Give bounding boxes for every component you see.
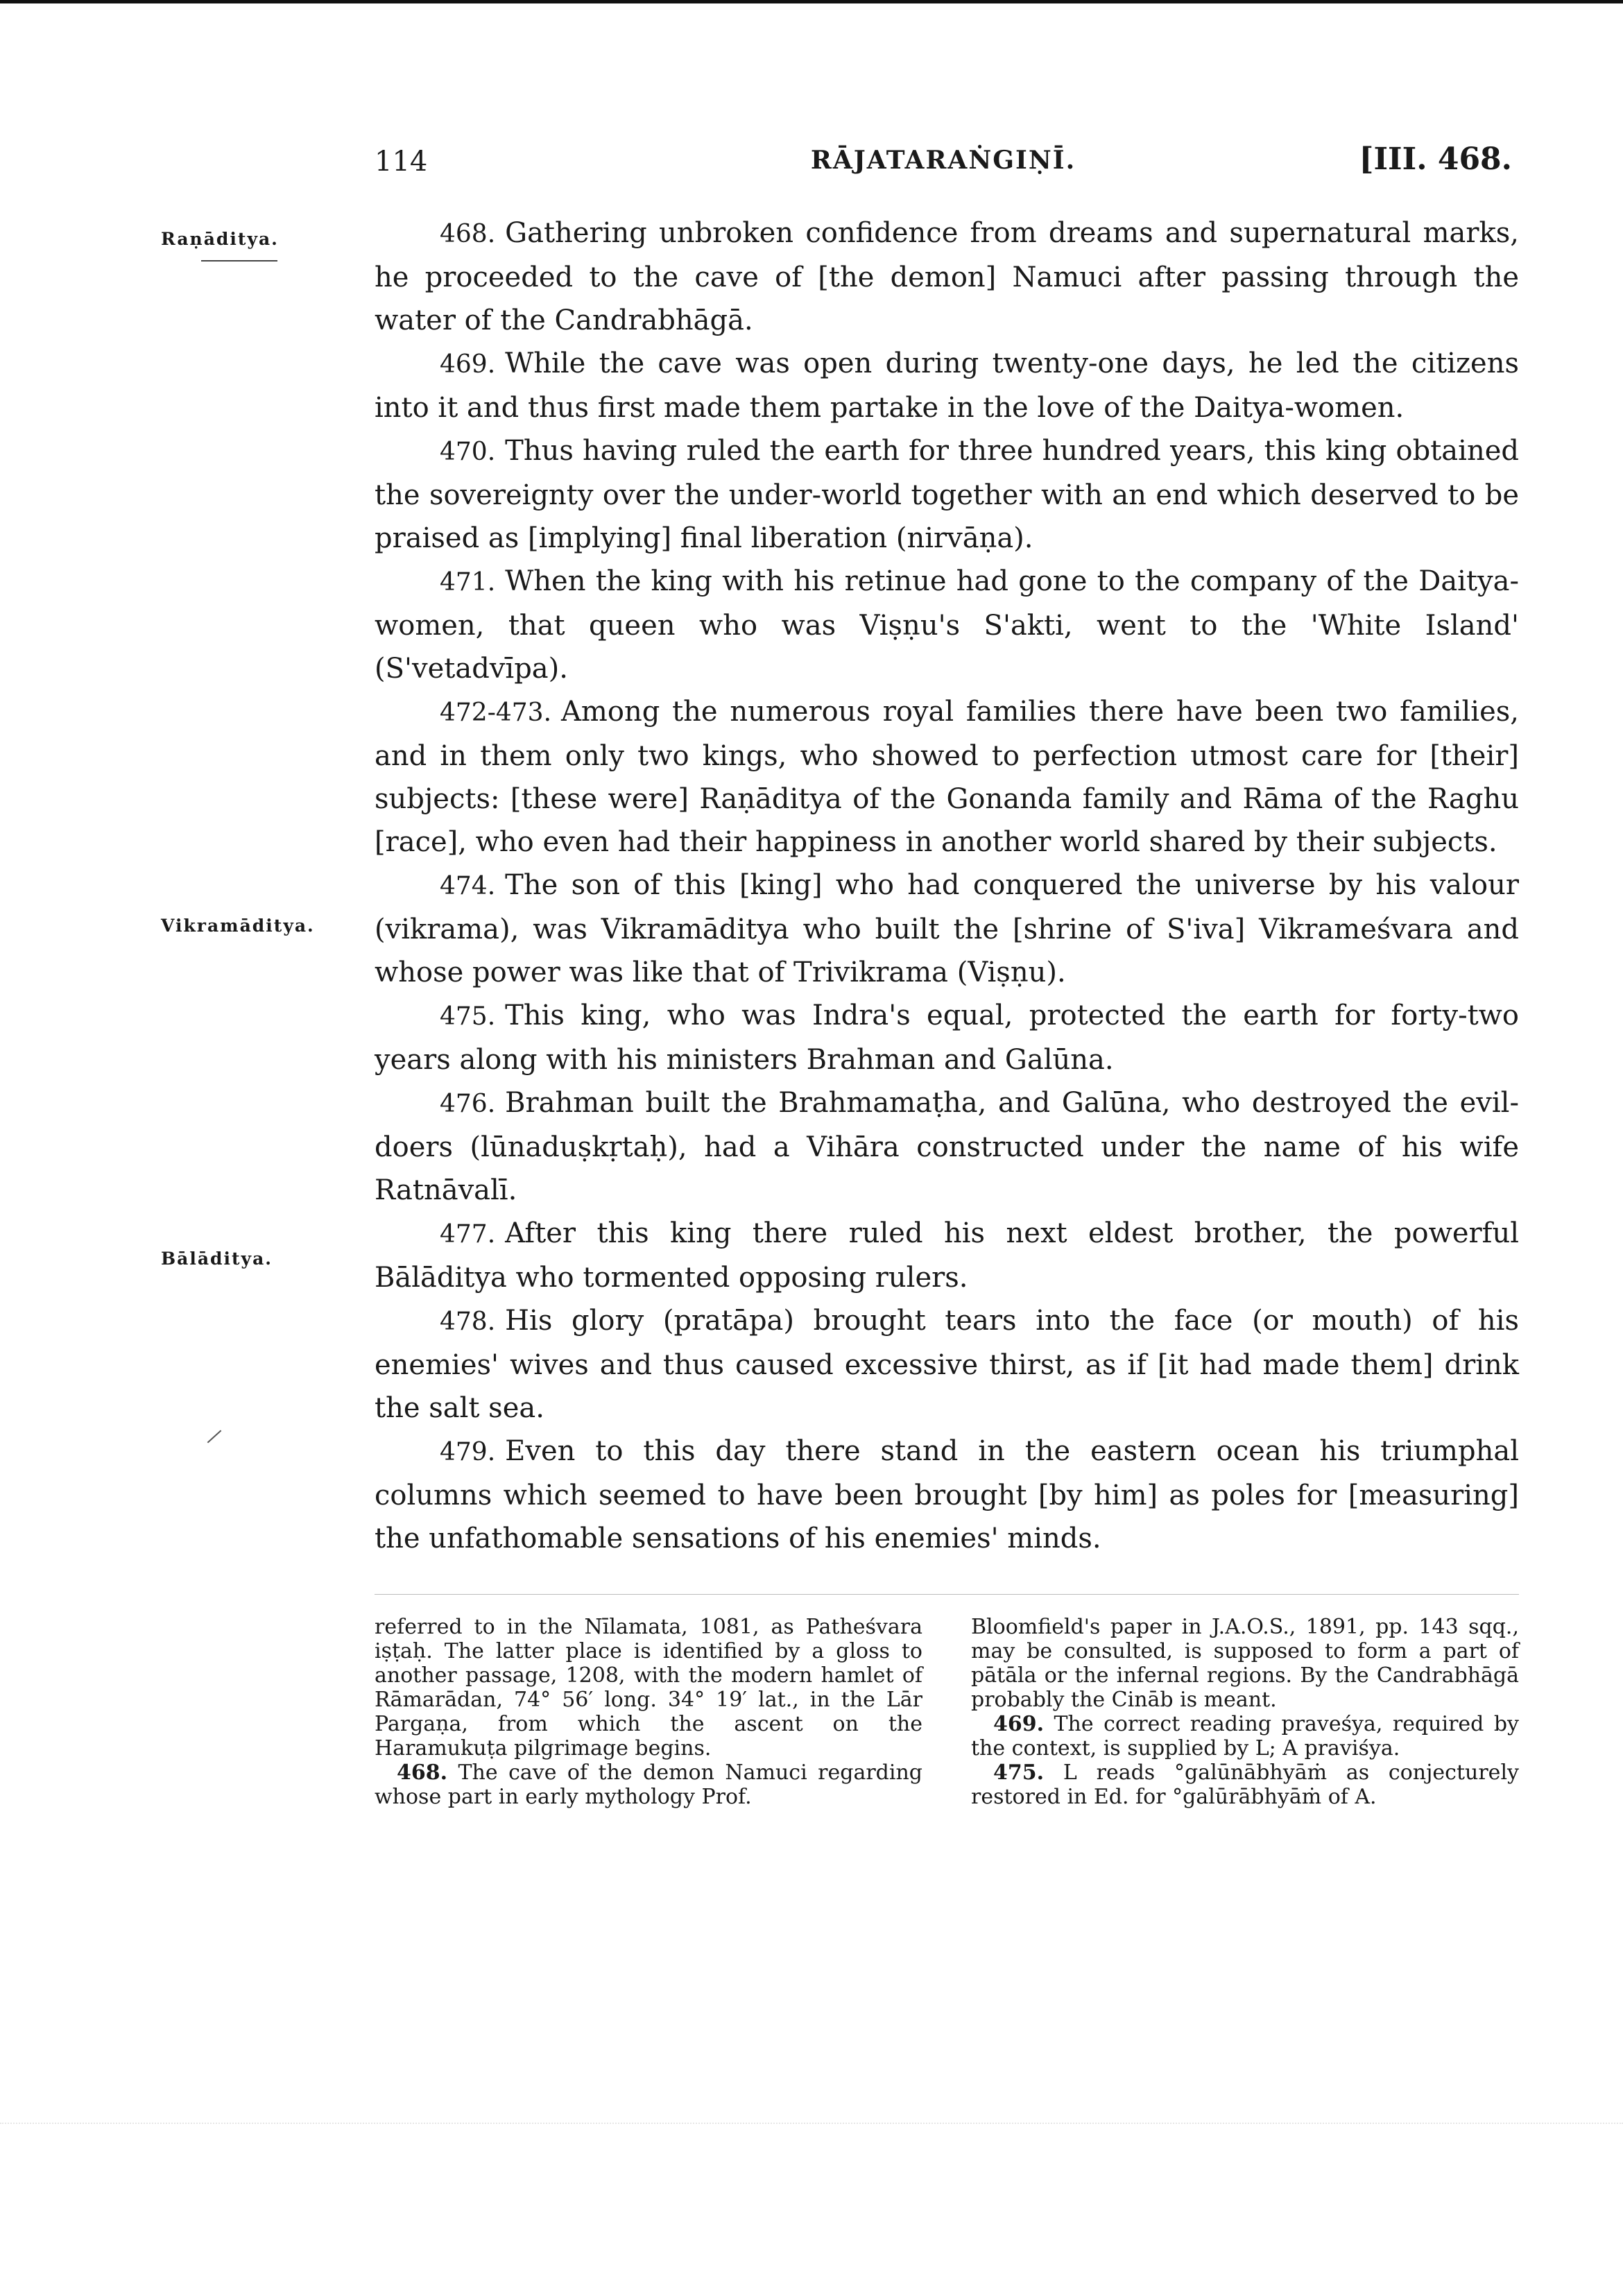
verse-number: 472-473. xyxy=(440,699,552,727)
verse-text: While the cave was open during twenty-one days, he led the citizens into it and thus first made them partake in the love of the Daitya-women. xyxy=(375,348,1519,424)
verse-paragraph xyxy=(375,1081,1519,1212)
verse-number: 475. xyxy=(440,1002,496,1031)
verse-paragraph xyxy=(375,1212,1519,1299)
footnote-text: The cave of the demon Namuci regarding whose part in early mythology Prof. xyxy=(375,1760,922,1809)
verse-paragraph xyxy=(375,212,1519,342)
footnote-number: 475. xyxy=(993,1760,1045,1785)
verse-text: Among the numerous royal families there have been two families, and in them only two kings, who showed to perfection utmost care for [their] subjects: [these were] Raṇāditya of the Gonanda family and Rāma of the Raghu [race], who even had their happiness in another world shared by their subjects. xyxy=(375,696,1519,858)
verse-text: After this king there ruled his next eldest brother, the powerful Bālāditya who tormented opposing rulers. xyxy=(375,1217,1519,1294)
verse-paragraph xyxy=(375,342,1519,429)
verse-number: 471. xyxy=(440,568,496,597)
verse-number: 479. xyxy=(440,1438,496,1466)
verse-number: 478. xyxy=(440,1308,496,1336)
verse-text: Even to this day there stand in the eastern ocean his triumphal columns which seemed to have been brought [by him] as poles for [measuring] the unfathomable sensations of his enemies' minds. xyxy=(375,1435,1519,1554)
verse-text: His glory (pratāpa) brought tears into the face (or mouth) of his enemies' wives and thus caused excessive thirst, as if [it had made them] drink the salt sea. xyxy=(375,1305,1519,1424)
margin-note-baladitya: Bālāditya. xyxy=(161,1249,273,1269)
footnote xyxy=(971,1615,1519,1712)
footnote xyxy=(375,1760,922,1809)
verse-number: 477. xyxy=(440,1220,496,1249)
verse-number: 470. xyxy=(440,438,496,466)
verse-text: This king, who was Indra's equal, protected the earth for forty-two years along with his ministers Brahman and Galūna. xyxy=(375,1000,1519,1076)
verse-text: The son of this [king] who had conquered the universe by his valour (vikrama), was Vikramāditya who built the [shrine of S'iva] Vikrameśvara and whose power was like that of Trivikrama (Viṣṇu). xyxy=(375,869,1519,988)
verse-paragraph xyxy=(375,1299,1519,1430)
footnote-number: 468. xyxy=(397,1760,448,1785)
footnote-text: L reads °galūnābhyāṁ as conjecturely restored in Ed. for °galūrābhyāṁ of A. xyxy=(971,1760,1519,1809)
scan-artifact-line xyxy=(0,2123,1623,2124)
verse-paragraph xyxy=(375,864,1519,994)
footnote xyxy=(971,1760,1519,1809)
verse-paragraph xyxy=(375,560,1519,690)
verse-number: 476. xyxy=(440,1090,496,1118)
main-text xyxy=(375,212,1519,1560)
verse-number: 468. xyxy=(440,220,496,248)
verse-text: When the king with his retinue had gone to the company of the Daitya-women, that queen who was Viṣṇu's S'akti, went to the 'White Island' (S'vetadvīpa). xyxy=(375,565,1519,685)
running-title: RĀJATARAṄGIṆĪ. xyxy=(810,146,1076,175)
footnote xyxy=(971,1712,1519,1760)
margin-note-vikramaditya: Vikramāditya. xyxy=(161,916,315,936)
margin-note-ranaditya: Raṇāditya. xyxy=(161,229,279,249)
verse-number: 469. xyxy=(440,350,496,379)
footnote-number: 469. xyxy=(993,1712,1045,1736)
footnote-text: referred to in the Nīlamata, 1081, as Patheśvara iṣṭaḥ. The latter place is identified by a gloss to another passage, 1208, with the modern hamlet of Rāmarādan, 74° 56′ long. 34° 19′ lat., in the Lār Pargaṇa, from which the ascent on the Haramukuṭa pilgrimage begins. xyxy=(375,1615,922,1760)
page-header xyxy=(375,142,1512,194)
footnote-text: The correct reading praveśya, required by the context, is supplied by L; A praviśya. xyxy=(971,1712,1519,1760)
verse-number: 474. xyxy=(440,872,496,900)
footnote xyxy=(375,1615,922,1760)
margin-rule xyxy=(201,260,277,262)
footnote-divider xyxy=(375,1594,1519,1595)
verse-paragraph xyxy=(375,429,1519,560)
verse-text: Thus having ruled the earth for three hundred years, this king obtained the sovereignty over the under-world together with an end which deserved to be praised as [implying] final liberation (nirvāṇa). xyxy=(375,435,1519,554)
verse-text: Brahman built the Brahmamaṭha, and Galūna, who destroyed the evil-doers (lūnaduṣkṛtaḥ), had a Vihāra constructed under the name of his wife Ratnāvalī. xyxy=(375,1087,1519,1206)
footnotes-left-column xyxy=(375,1615,922,1809)
section-reference: [III. 468. xyxy=(1359,142,1512,177)
verse-paragraph xyxy=(375,994,1519,1081)
pencil-mark xyxy=(207,1430,222,1443)
top-border xyxy=(0,0,1623,3)
footnote-text: Bloomfield's paper in J.A.O.S., 1891, pp. 143 sqq., may be consulted, is supposed to form a part of pātāla or the infernal regions. By the Candrabhāgā probably the Cināb is meant. xyxy=(971,1615,1519,1712)
verse-paragraph xyxy=(375,690,1519,864)
verse-paragraph xyxy=(375,1430,1519,1560)
verse-text: Gathering unbroken confidence from dreams and supernatural marks, he proceeded to the cave of [the demon] Namuci after passing through the water of the Candrabhāgā. xyxy=(375,217,1519,336)
page-number: 114 xyxy=(375,146,428,178)
footnotes-right-column xyxy=(971,1615,1519,1809)
